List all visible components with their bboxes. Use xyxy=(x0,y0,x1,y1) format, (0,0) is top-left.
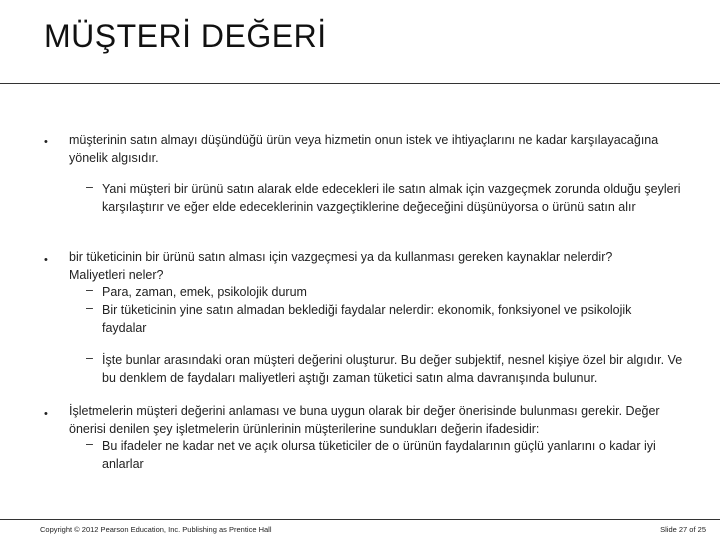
bullet-2-sub-3-text: İşte bunlar arasındaki oran müşteri değerini oluşturur. Bu değer subjektif, nesnel kişiye özel bir algıdır. Ve bu denklem de faydaları maliyetleri aştığı zaman tüketici satın alma davranışında bulunur. xyxy=(102,353,683,385)
bullet-2-text: bir tüketicinin bir ürünü satın alması için vazgeçmesi ya da kullanması gereken kaynaklar nelerdir? Maliyetleri neler? xyxy=(69,250,613,282)
slide-number: Slide 27 of 25 xyxy=(660,525,706,534)
bullet-1-text: müşterinin satın almayı düşündüğü ürün veya hizmetin onun istek ve ihtiyaçlarını ne kadar karşılayacağına yönelik algısıdır. xyxy=(69,133,659,165)
bullet-marker: • xyxy=(44,254,48,266)
footer-copyright: Copyright © 2012 Pearson Education, Inc. Publishing as Prentice Hall xyxy=(40,525,272,534)
footer-divider xyxy=(0,519,720,520)
bullet-2-sub-2-text: Bir tüketicinin yine satın almadan beklediği faydalar nelerdir: ekonomik, fonksiyonel ve psikolojik faydalar xyxy=(102,303,632,335)
bullet-marker: • xyxy=(44,408,48,420)
bullet-3-sub-1-text: Bu ifadeler ne kadar net ve açık olursa tüketiciler de o ürünün faydalarının güçlü yanlarını o kadar iyi anlarlar xyxy=(102,439,656,471)
dash-marker: – xyxy=(86,283,93,297)
bullet-2-sub-1-text: Para, zaman, emek, psikolojik durum xyxy=(102,285,307,299)
bullet-1-sub-1-text: Yani müşteri bir ürünü satın alarak elde edecekleri ile satın almak için vazgeçmek zorunda olduğu şeyleri karşılaştırır ve eğer elde edeceklerinin vazgeçtiklerine değeceğini düşünüyorsa o ürünü satın alır xyxy=(102,182,681,214)
dash-marker: – xyxy=(86,301,93,315)
bullet-marker: • xyxy=(44,136,48,148)
dash-marker: – xyxy=(86,351,93,365)
dash-marker: – xyxy=(86,437,93,451)
bullet-3-text: İşletmelerin müşteri değerini anlaması ve buna uygun olarak bir değer önerisinde bulunması gerekir. Değer önerisi denilen şey işletmelerin ürünlerinin müşterilerine sundukları değerin ifadesidir: xyxy=(69,404,660,436)
page-title: MÜŞTERİ DEĞERİ xyxy=(44,18,327,54)
dash-marker: – xyxy=(86,180,93,194)
title-divider xyxy=(0,83,720,84)
